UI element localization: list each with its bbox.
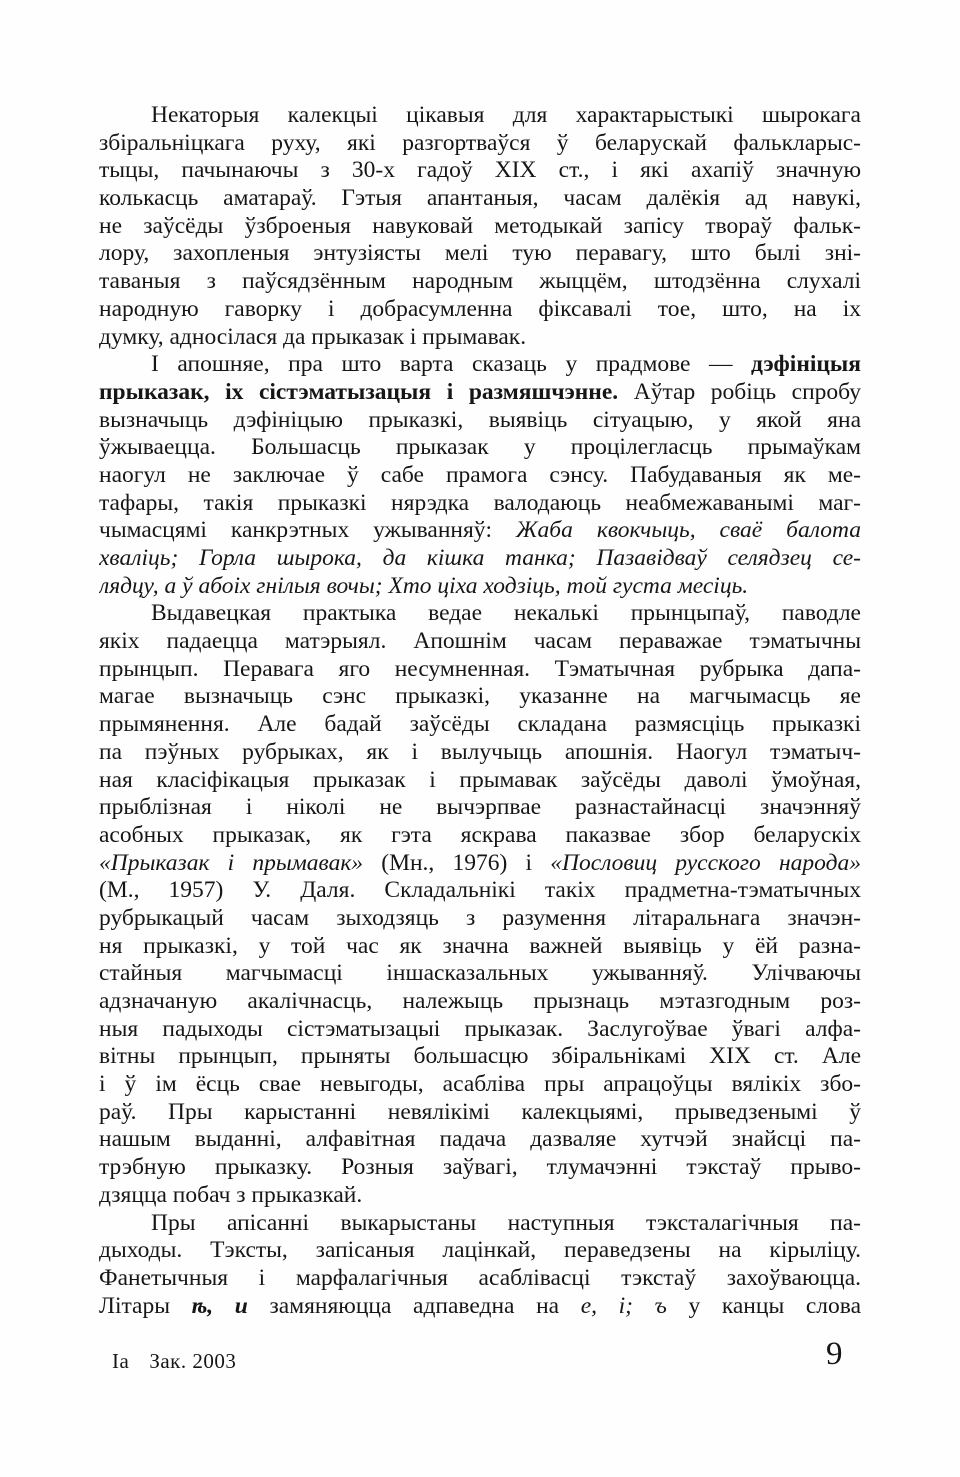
text-run: наогул не заключае ў сабе прамога сэнсу. Пабудаваныя як ме- bbox=[99, 461, 861, 488]
text-run: Фанетычныя і марфалагічныя асаблівасці тэкстаў захоўваюцца. bbox=[99, 1264, 861, 1291]
text-run: Літары bbox=[99, 1292, 192, 1319]
text-run: замяняюцца адпаведна на bbox=[247, 1292, 581, 1319]
text-run: Аўтар робіць спробу bbox=[618, 378, 861, 405]
text-run: і ў ім ёсць свае невыгоды, асабліва пры апрацоўцы вялікіх збо- bbox=[99, 1071, 861, 1098]
text-run: Жаба квокчыць, сваё балота bbox=[516, 517, 861, 544]
text-line bbox=[99, 628, 861, 656]
text-line bbox=[99, 794, 861, 822]
text-run: стайныя магчымасці іншасказальных ужыванняў. Улічваючы bbox=[99, 960, 861, 987]
text-run bbox=[633, 1293, 655, 1319]
page-number: 9 bbox=[826, 1336, 843, 1372]
text-block bbox=[99, 102, 861, 1320]
text-run: у канцы слова bbox=[666, 1292, 861, 1319]
text-line bbox=[99, 185, 861, 213]
text-line bbox=[99, 573, 861, 601]
text-line bbox=[99, 905, 861, 933]
text-run: вітны прынцып, прыняты большасцю збіральнікамі XIX ст. Але bbox=[99, 1043, 861, 1070]
text-run: ня прыказкі, у той час як значна важней выявіць у ёй разна- bbox=[99, 932, 861, 959]
text-run: дзяцца побач з прыказкай. bbox=[99, 1181, 363, 1208]
text-line bbox=[99, 711, 861, 739]
text-line bbox=[99, 767, 861, 795]
text-line bbox=[99, 351, 861, 379]
text-line bbox=[99, 379, 861, 407]
text-run: ѣ, и bbox=[191, 1292, 248, 1319]
signature-mark: Iа bbox=[112, 1349, 130, 1373]
text-line bbox=[99, 296, 861, 324]
text-run: па пэўных рубрыках, як і вылучыць апошнія. Наогул тэматыч- bbox=[99, 738, 861, 765]
text-line bbox=[99, 877, 861, 905]
text-run: тыцы, пачынаючы з 30-х гадоў XIX ст., і які ахапіў значную bbox=[99, 157, 861, 184]
text-line bbox=[99, 434, 861, 462]
text-run: хваліць; Горла шырока, да кішка танка; Пазавідваў селядзец се- bbox=[99, 545, 861, 571]
text-run: трэбную прыказку. Розныя заўвагі, тлумачэнні тэкстаў прыво- bbox=[99, 1154, 861, 1181]
text-run: Некаторыя калекцыі цікавыя для характарыстыкі шырокага bbox=[151, 102, 861, 128]
text-run: не заўсёды ўзброеныя навуковай методыкай запісу твораў фальк- bbox=[99, 212, 861, 239]
text-run: е, і; bbox=[580, 1292, 633, 1319]
text-run: колькасць аматараў. Гэтыя апантаныя, часам далёкія ад навукі, bbox=[99, 185, 861, 212]
text-line bbox=[99, 960, 861, 988]
text-run: лору, захопленыя энтузіясты мелі тую перавагу, што былі зні- bbox=[99, 240, 861, 267]
text-run: «Пословиц русского народа» bbox=[550, 849, 861, 876]
paragraph bbox=[99, 1210, 861, 1321]
text-run: Пры апісанні выкарыстаны наступныя тэксталагічныя па- bbox=[151, 1209, 861, 1236]
text-line bbox=[99, 1016, 861, 1044]
text-run: збіральніцкага руху, які разгортваўся ў беларускай фалькларыс- bbox=[99, 129, 861, 156]
text-line bbox=[99, 656, 861, 684]
text-line bbox=[99, 1293, 861, 1321]
text-run: (М., 1957) У. Даля. Складальнікі такіх прадметна-тэматычных bbox=[99, 877, 861, 904]
text-run: думку, адносілася да прыказак і прымавак. bbox=[99, 323, 527, 350]
text-line bbox=[99, 1071, 861, 1099]
print-order-number: Зак. 2003 bbox=[149, 1349, 237, 1373]
text-line bbox=[99, 1043, 861, 1071]
text-run: ъ bbox=[654, 1292, 667, 1319]
paragraph bbox=[99, 102, 861, 351]
text-line bbox=[99, 157, 861, 185]
text-run: прынцып. Перавага яго несумненная. Тэматычная рубрыка дапа- bbox=[99, 655, 861, 682]
text-line bbox=[99, 1265, 861, 1293]
paragraph bbox=[99, 351, 861, 600]
print-imprint bbox=[112, 1349, 236, 1374]
text-run: народную гаворку і добрасумленна фіксавалі тое, што, на іх bbox=[99, 295, 861, 322]
text-run: магае вызначыць сэнс прыказкі, указанне на магчымасць яе bbox=[99, 683, 861, 710]
text-line bbox=[99, 1154, 861, 1182]
text-run: тафары, такія прыказкі нярэдка валодаюць неабмежаванымі маг- bbox=[99, 489, 861, 516]
text-run: лядцу, а ў абоіх гнілыя вочы; Хто ціха ходзіць, той густа месіць. bbox=[99, 572, 749, 599]
text-line bbox=[99, 822, 861, 850]
text-line bbox=[99, 517, 861, 545]
text-line bbox=[99, 102, 861, 130]
text-line bbox=[99, 462, 861, 490]
text-line bbox=[99, 739, 861, 767]
text-line bbox=[99, 268, 861, 296]
text-run: асобных прыказак, як гэта яскрава паказвае збор беларускіх bbox=[99, 821, 861, 848]
text-line bbox=[99, 213, 861, 241]
text-line bbox=[99, 1126, 861, 1154]
text-run: Выдавецкая практыка ведае некалькі прынцыпаў, паводле bbox=[151, 600, 861, 627]
text-run: якіх падаецца матэрыял. Апошнім часам пераважае тэматычны bbox=[99, 628, 861, 655]
text-line bbox=[99, 850, 861, 878]
text-line bbox=[99, 1099, 861, 1127]
text-run: І апошняе, пра што варта сказаць у прадмове — bbox=[151, 351, 752, 378]
text-run: адзначаную акалічнасць, належыць прызнаць мэтазгодным роз- bbox=[99, 988, 861, 1014]
text-run: ўжываецца. Большасць прыказак у процілегласць прымаўкам bbox=[99, 434, 861, 461]
text-run: ныя падыходы сістэматызацыі прыказак. Заслугоўвае ўвагі алфа- bbox=[99, 1015, 861, 1042]
text-run: чымасцямі канкрэтных ужыванняў: bbox=[99, 517, 517, 544]
text-run: дыходы. Тэксты, запісаныя лацінкай, пераведзены на кірыліцу. bbox=[99, 1237, 861, 1264]
text-line bbox=[99, 490, 861, 518]
text-line bbox=[99, 130, 861, 158]
text-run: «Прыказак і прымавак» bbox=[99, 849, 364, 876]
paragraph bbox=[99, 600, 861, 1209]
text-run: дэфініцыя bbox=[751, 351, 861, 378]
text-run: прымянення. Але бадай заўсёды складана размясціць прыказкі bbox=[99, 711, 861, 738]
text-line bbox=[99, 1210, 861, 1238]
text-run: раў. Пры карыстанні невялікімі калекцыямі, прыведзенымі ў bbox=[99, 1098, 861, 1125]
text-line bbox=[99, 240, 861, 268]
text-line bbox=[99, 988, 861, 1016]
text-line bbox=[99, 683, 861, 711]
text-run: прыблізная і ніколі не вычэрпвае разнастайнасці значэнняў bbox=[99, 794, 861, 821]
text-line bbox=[99, 1237, 861, 1265]
text-run: вызначыць дэфініцыю прыказкі, выявіць сітуацыю, у якой яна bbox=[99, 406, 861, 433]
text-run: таваныя з паўсядзённым народным жыццём, штодзённа слухалі bbox=[99, 268, 861, 295]
text-line bbox=[99, 407, 861, 435]
text-line bbox=[99, 933, 861, 961]
text-line bbox=[99, 545, 861, 573]
text-run: рубрыкацый часам зыходзяць з разумення літаральнага значэн- bbox=[99, 904, 861, 931]
text-line bbox=[99, 600, 861, 628]
text-line bbox=[99, 1182, 861, 1210]
text-run: прыказак, іх сістэматызацыя і размяшчэнне. bbox=[99, 378, 619, 405]
text-run: нашым выданні, алфавітная падача дазваляе хутчэй знайсці па- bbox=[99, 1126, 861, 1153]
text-line bbox=[99, 324, 861, 352]
text-run: (Мн., 1976) і bbox=[363, 849, 551, 876]
text-run: ная класіфікацыя прыказак і прымавак заўсёды даволі ўмоўная, bbox=[99, 766, 861, 793]
